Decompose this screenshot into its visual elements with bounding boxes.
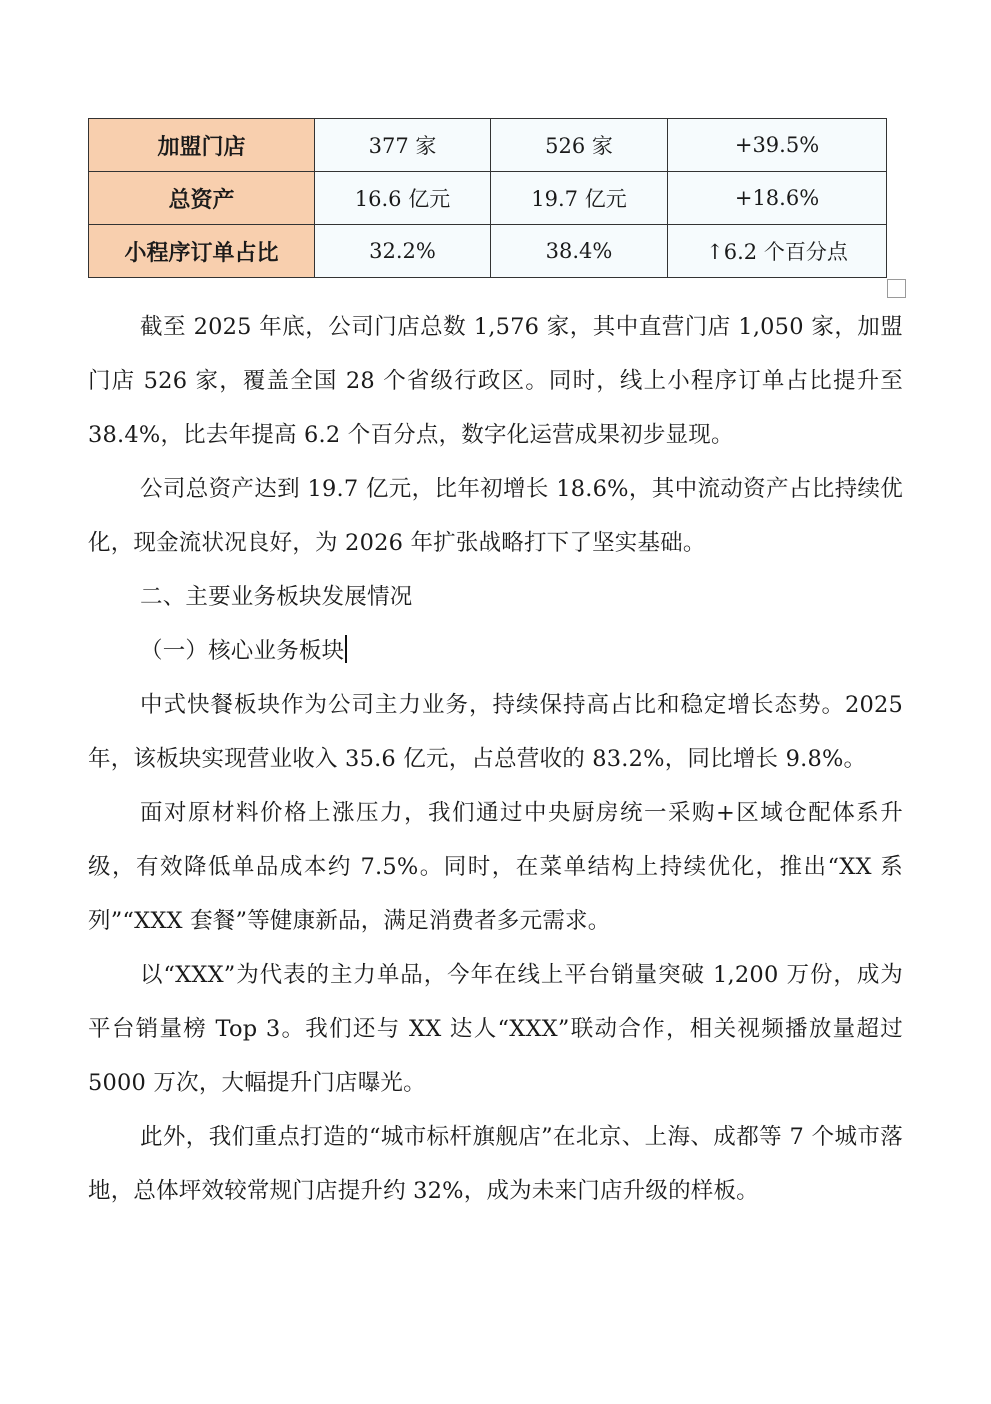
metrics-table [88, 118, 887, 278]
row-label-miniprogram-share: 小程序订单占比 [89, 225, 315, 278]
row-label-franchise-stores: 加盟门店 [89, 119, 315, 172]
table-cell: ↑6.2 个百分点 [668, 225, 887, 278]
table-cell: 16.6 亿元 [315, 172, 491, 225]
table-row [89, 225, 887, 278]
table-cell: 32.2% [315, 225, 491, 278]
paragraph-cost-control: 面对原材料价格上涨压力，我们通过中央厨房统一采购+区域仓配体系升级，有效降低单品成本约 7.5%。同时，在菜单结构上持续优化，推出“XX 系列”“XXX 套餐”等健康新品，满足消费者多元需求。 [88, 800, 903, 934]
row-label-total-assets: 总资产 [89, 172, 315, 225]
subsection-heading [88, 624, 903, 678]
paragraph-core-business: 中式快餐板块作为公司主力业务，持续保持高占比和稳定增长态势。2025 年，该板块实现营业收入 35.6 亿元，占总营收的 83.2%，同比增长 9.8%。 [88, 692, 903, 772]
table-cell: +18.6% [668, 172, 887, 225]
table-cell: 38.4% [491, 225, 668, 278]
paragraph-hero-product: 以“XXX”为代表的主力单品，今年在线上平台销量突破 1,200 万份，成为平台销量榜 Top 3。我们还与 XX 达人“XXX”联动合作，相关视频播放量超过 5000 万次，大幅提升门店曝光。 [88, 962, 903, 1096]
subsection-heading-text: （一）核心业务板块 [140, 638, 345, 664]
table-row [89, 119, 887, 172]
document-body[interactable] [88, 300, 903, 1218]
table-cell: 526 家 [491, 119, 668, 172]
table-cell: +39.5% [668, 119, 887, 172]
table-cell: 377 家 [315, 119, 491, 172]
table-cell: 19.7 亿元 [491, 172, 668, 225]
square-handle-icon[interactable] [887, 279, 906, 298]
paragraph-flagship-stores: 此外，我们重点打造的“城市标杆旗舰店”在北京、上海、成都等 7 个城市落地，总体坪效较常规门店提升约 32%，成为未来门店升级的样板。 [88, 1124, 903, 1204]
paragraph-store-summary: 截至 2025 年底，公司门店总数 1,576 家，其中直营门店 1,050 家，加盟门店 526 家，覆盖全国 28 个省级行政区。同时，线上小程序订单占比提升至 38.4%，比去年提高 6.2 个百分点，数字化运营成果初步显现。 [88, 314, 903, 448]
table-row [89, 172, 887, 225]
paragraph-total-assets: 公司总资产达到 19.7 亿元，比年初增长 18.6%，其中流动资产占比持续优化，现金流状况良好，为 2026 年扩张战略打下了坚实基础。 [88, 476, 903, 556]
text-caret-icon [345, 635, 347, 663]
section-heading: 二、主要业务板块发展情况 [140, 584, 413, 610]
